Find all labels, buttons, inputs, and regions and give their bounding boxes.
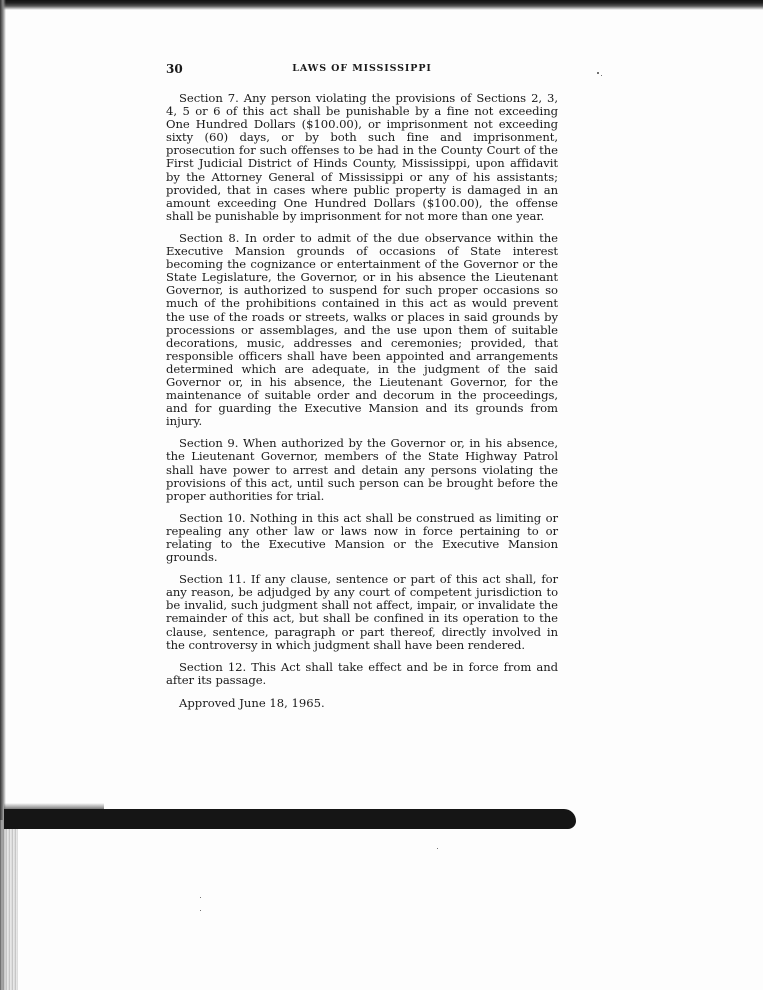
section-7-paragraph: Section 7. Any person violating the provisions of Sections 2, 3, 4, 5 or 6 of this act shall be punishable by a fine not exceeding One Hundred Dollars ($100.00), or imprisonment not exceeding sixty (60) days, or by both such fine and imprisonment, prosecution for such offenses to be had in the County Court of the First Judicial District of Hinds County, Mississippi, upon affidavit by the Attorney General of Mississippi or any of his assistants; provided, that in cases where public property is damaged in an amount exceeding One Hundred Dollars ($100.00), the offense shall be punishable by imprisonment for not more than one year. (166, 91, 558, 223)
scan-speck (200, 910, 201, 911)
page-number: 30 (166, 62, 183, 76)
section-12-paragraph: Section 12. This Act shall take effect and be in force from and after its passage. (166, 659, 558, 687)
section-8-paragraph: Section 8. In order to admit of the due observance within the Executive Mansion grounds of occasions of State interest becoming the cognizance or entertainment of the Governor or the State Legislature, the Governor, or in his absence the Lieutenant Governor, is authorized to suspend for such proper occasions so much of the prohibitions contained in this act as would prevent the use of the roads or streets, walks or places in said grounds by processions or assemblages, and the use upon them of suitable decorations, music, addresses and ceremonies; provided, that responsible officers shall have been appointed and arrangements determined which are adequate, in the judgment of the said Governor or, in his absence, the Lieutenant Governor, for the maintenance of suitable order and decorum in the proceedings, and for guarding the Executive Mansion and its grounds from injury. (166, 230, 558, 429)
section-11-paragraph: Section 11. If any clause, sentence or part of this act shall, for any reason, be adjudged by any court of competent jurisdiction to be invalid, such judgment shall not affect, impair, or invalidate the remainder of this act, but shall be confined in its operation to the clause, sentence, paragraph or part thereof, directly involved in the controversy in which judgment shall have been rendered. (166, 572, 558, 652)
section-9-paragraph: Section 9. When authorized by the Governor or, in his absence, the Lieutenant Governor, members of the State Highway Patrol shall have power to arrest and detain any persons violating the provisions of this act, until such person can be brought before the proper authorities for trial. (166, 436, 558, 503)
running-head: LAWS OF MISSISSIPPI (292, 63, 432, 74)
scan-speck (597, 72, 599, 74)
scan-speck (437, 848, 438, 849)
scan-bar-bottom (4, 809, 576, 829)
scan-speck (601, 75, 602, 76)
document-body (166, 62, 558, 710)
scan-speck (200, 897, 201, 898)
section-10-paragraph: Section 10. Nothing in this act shall be construed as limiting or repealing any other law or laws now in force pertaining to or relating to the Executive Mansion or the Executive Mansion grounds. (166, 510, 558, 565)
scan-edge-top (0, 0, 763, 10)
scan-binding-shadow (0, 820, 18, 990)
approval-date: Approved June 18, 1965. (179, 695, 325, 710)
page-header (166, 62, 558, 80)
